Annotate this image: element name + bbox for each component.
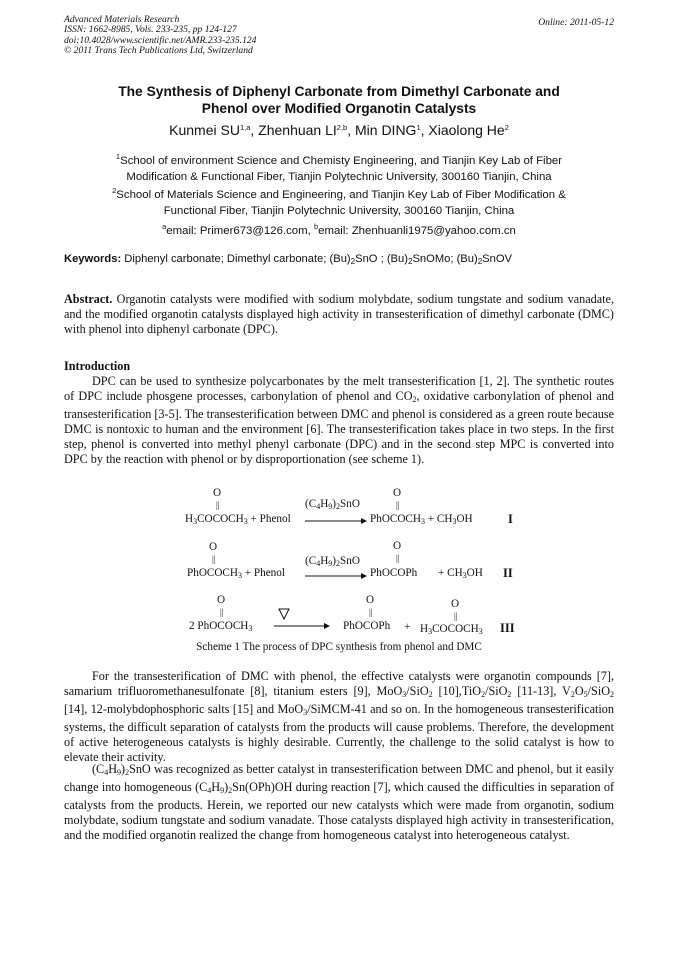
- double-bond: ||: [454, 611, 458, 621]
- carbonyl-o: O: [213, 487, 222, 499]
- reaction-arrow: [305, 571, 367, 581]
- formula-text: (C: [305, 555, 317, 567]
- abstract-text: Organotin catalysts were modified with sodium molybdate, sodium tungstate and sodium vanadate, and the modified organotin catalysts displayed high activity in transesterification of dimethyl carbonate (DMC) with phenol into diphenyl carbonate (DPC).: [64, 292, 614, 337]
- reaction-label-1: I: [508, 512, 513, 526]
- affiliation-2: [64, 183, 614, 219]
- subscript: 2: [336, 559, 341, 568]
- copyright-line: © 2011 Trans Tech Publications Ltd, Switzerland: [64, 45, 253, 57]
- carbonyl-o: O: [393, 487, 402, 499]
- subscript: 4: [104, 768, 109, 777]
- subscript: 3: [248, 624, 253, 633]
- subscript: 4: [316, 502, 321, 511]
- paragraph-text: , oxidative carbonylation of phenol and transesterification [3-5]. The transesterification between DMC and phenol is considered as a green route because DMC is nontoxic to human and the environment [6]. The transesterification takes place in two steps. In the first step, phenol is converted into methyl phenyl carbonate (DPC) and in the second step MPC is converted into DPC by the reaction with phenol or by disproportionation (see scheme 1).: [64, 389, 615, 467]
- author-list: [64, 122, 614, 138]
- double-bond: ||: [396, 553, 400, 563]
- subscript: 2: [481, 690, 486, 700]
- paragraph-organotin: [64, 762, 614, 843]
- paragraph-text: [14], 12-molybdophosphoric salts [15] and MoO: [64, 702, 304, 717]
- subscript: 9: [328, 559, 333, 568]
- double-bond: ||: [396, 500, 400, 510]
- paragraph-text: /SiO: [406, 684, 429, 699]
- affiliation-text: School of Materials Science and Engineering, and Tianjin Key Lab of Fiber Modification &: [116, 189, 566, 201]
- title-line-2: Phenol over Modified Organotin Catalysts: [201, 101, 477, 117]
- reaction-3-products: [343, 620, 390, 632]
- subscript: 9: [117, 768, 121, 777]
- keywords-label: Keywords:: [64, 253, 122, 265]
- author-name: Kunmei SU: [169, 122, 240, 138]
- formula-text: ): [332, 498, 337, 510]
- subscript: 2: [507, 690, 512, 700]
- keywords: [64, 253, 512, 266]
- doi-line: doi:10.4028/www.scientific.net/AMR.233-235.124: [64, 34, 257, 46]
- subscript: 9: [220, 786, 225, 796]
- keywords-text: SnO ; (Bu): [355, 253, 408, 265]
- affiliation-text: Modification & Functional Fiber, Tianjin Polytechnic University, 300160 Tianjin, China: [126, 171, 552, 183]
- subscript: 2: [407, 257, 413, 266]
- paragraph-text: DPC can be used to synthesize polycarbonates by the melt transesterification [1, 2]. The synthetic routes of DPC include phosgene processes, carbonylation of phenol and CO: [64, 374, 614, 404]
- subscript: 3: [303, 708, 308, 718]
- abstract: [64, 292, 614, 337]
- formula-text: PhOCOPh: [343, 620, 391, 632]
- author-sup: 2: [504, 123, 509, 132]
- formula-text: PhOCOCH: [370, 513, 421, 525]
- formula-text: OH: [466, 567, 483, 579]
- subscript: 3: [243, 517, 248, 526]
- formula-text: SnO: [340, 498, 360, 510]
- reaction-2-reactants: [187, 567, 285, 580]
- formula-text: PhOCOPh: [370, 567, 418, 579]
- carbonyl-o: O: [451, 598, 460, 610]
- reaction-2-products: [370, 567, 417, 579]
- subscript: 3: [193, 517, 198, 526]
- email-b: email: Zhenhuanli1975@yahoo.com.cn: [318, 225, 516, 237]
- journal-header: [64, 15, 256, 57]
- paragraph-text: H: [108, 762, 117, 776]
- reaction-2-byproduct: [438, 567, 483, 580]
- carbonyl-o: O: [217, 594, 226, 606]
- affiliation-text: School of environment Science and Chemisty Engineering, and Tianjin Key Lab of Fiber: [120, 155, 563, 167]
- formula-text: H: [185, 513, 194, 525]
- reaction-3-reactants: [189, 620, 252, 633]
- reaction-3-byproduct: [420, 623, 483, 636]
- carbonyl-o: O: [209, 541, 218, 553]
- subscript: 2: [412, 395, 417, 405]
- paper-title: [64, 83, 614, 118]
- affiliation-number: 2: [112, 186, 117, 195]
- author-sep: ,: [347, 122, 355, 138]
- affiliation-number: 1: [115, 152, 121, 161]
- formula-text: H: [320, 555, 329, 567]
- email-a: email: Primer673@126.com,: [166, 225, 314, 237]
- subscript: 3: [478, 627, 483, 636]
- heat-triangle-icon: [279, 609, 289, 619]
- keywords-text: SnOMo; (Bu): [412, 253, 478, 265]
- title-line-1: The Synthesis of Diphenyl Carbonate from Dimethyl Carbonate and: [118, 84, 560, 99]
- reaction-label-3: III: [500, 621, 515, 635]
- abstract-label: Abstract.: [64, 292, 113, 306]
- plus-sign: +: [404, 621, 411, 633]
- carbonyl-o: O: [366, 594, 375, 606]
- paragraph-text: /SiO: [485, 684, 508, 699]
- author-sup: 1,a: [239, 123, 251, 132]
- online-date: Online: 2011-05-12: [538, 17, 614, 28]
- formula-text: ): [332, 555, 337, 567]
- subscript: 4: [207, 786, 212, 796]
- subscript: 3: [462, 571, 467, 580]
- issn-line: ISSN: 1662-8985, Vols. 233-235, pp 124-127: [64, 24, 237, 36]
- paragraph-text: [11-13], V: [511, 684, 571, 699]
- formula-text: H: [320, 498, 329, 510]
- carbonyl-o: O: [393, 540, 402, 552]
- subscript: 3: [452, 517, 457, 526]
- email-sup: a: [162, 222, 167, 231]
- formula-text: 2 PhOCOCH: [189, 620, 249, 632]
- formula-text: SnO: [340, 555, 360, 567]
- subscript: 2: [350, 257, 356, 266]
- author-sup: 2,b: [336, 123, 348, 132]
- formula-text: + Phenol: [247, 513, 291, 525]
- catalyst-label: [305, 498, 360, 511]
- formula-text: + Phenol: [241, 567, 285, 579]
- author-name: Zhenhuan LI: [258, 122, 337, 138]
- subscript: 3: [237, 571, 242, 580]
- paragraph-text: H: [211, 780, 221, 795]
- journal-name: Advanced Materials Research: [64, 14, 180, 25]
- paragraph-text: /SiMCM-41 and so on. In the homogeneous transesterification systems, the difficult separation of catalysts from the products will cause problems. Therefore, the development of active heterogeneous catalysts is highly desirable. Currently, the challenge to the solid catalyst is how to elevate their activity.: [64, 702, 614, 765]
- subscript: 2: [125, 768, 130, 777]
- formula-text: COCOCH: [197, 513, 244, 525]
- double-bond: ||: [369, 607, 373, 617]
- paragraph-text: ): [224, 780, 229, 795]
- subscript: 2: [570, 690, 575, 700]
- affiliation-text: Functional Fiber, Tianjin Polytechnic University, 300160 Tianjin, China: [163, 205, 515, 217]
- subscript: 2: [228, 786, 233, 796]
- subscript: 2: [428, 690, 433, 700]
- paragraph-text: [10],TiO: [432, 684, 482, 699]
- subscript: 3: [428, 627, 433, 636]
- reaction-1-reactants: [185, 513, 291, 526]
- author-sep: ,: [250, 122, 259, 138]
- paragraph-catalysts: [64, 669, 614, 766]
- paragraph-text: ): [121, 762, 126, 776]
- affiliation-1: [64, 149, 614, 185]
- subscript: 2: [610, 690, 615, 700]
- subscript: 5: [583, 690, 588, 700]
- subscript: 2: [477, 257, 483, 266]
- email-sup: b: [313, 222, 319, 231]
- formula-text: PhOCOCH: [187, 567, 238, 579]
- reaction-label-2: II: [503, 566, 513, 580]
- double-bond: ||: [212, 554, 216, 564]
- subscript: 3: [420, 517, 425, 526]
- formula-text: COCOCH: [432, 623, 479, 635]
- subscript: 9: [328, 502, 333, 511]
- intro-paragraph: [64, 374, 614, 468]
- author-name: Min DING: [355, 122, 417, 138]
- heat-arrow: [274, 608, 330, 632]
- formula-text: OH: [456, 513, 473, 525]
- subscript: 3: [402, 690, 407, 700]
- scheme-caption: Scheme 1 The process of DPC synthesis from phenol and DMC: [196, 641, 482, 653]
- catalyst-label: [305, 555, 360, 568]
- formula-text: (C: [305, 498, 317, 510]
- paragraph-text: For the transesterification of DMC with phenol, the effective catalysts were organotin compounds [7], samarium trifluoromethanesulfonate [8], titanium esters [9], MoO: [64, 669, 614, 699]
- formula-text: + CH: [438, 567, 463, 579]
- subscript: 4: [316, 559, 321, 568]
- paragraph-text: (C: [92, 762, 105, 776]
- intro-heading: Introduction: [64, 359, 131, 373]
- double-bond: ||: [216, 500, 220, 510]
- paragraph-text: O: [574, 684, 584, 699]
- author-sup: 1: [416, 123, 421, 132]
- reaction-1-products: [370, 513, 473, 526]
- formula-text: H: [420, 623, 429, 635]
- author-sep: ,: [420, 122, 429, 138]
- subscript: 2: [336, 502, 341, 511]
- double-bond: ||: [220, 607, 224, 617]
- reaction-arrow: [305, 516, 367, 526]
- author-name: Xiaolong He: [428, 122, 505, 138]
- paragraph-text: Sn(OPh)OH during reaction [7], which caused the difficulties in separation of catalysts from the products. Herein, we reported our new catalysts which were made from organotin, sodium molybdate, sodium tungstate and sodium vanadate. Those catalysts displayed high activity in transesterification, and the modified organotin realized the change from homogeneous catalyst into heterogeneous catalyst.: [64, 780, 614, 843]
- email-line: [64, 219, 614, 239]
- paragraph-text: /SiO: [587, 684, 611, 699]
- keywords-text: Diphenyl carbonate; Dimethyl carbonate; (Bu): [121, 253, 351, 265]
- keywords-text: SnOV: [482, 253, 513, 265]
- paragraph-text: SnO was recognized as better catalyst in transesterification between DMC and phenol, but it easily change into homogeneous (C: [64, 762, 614, 795]
- formula-text: + CH: [424, 513, 453, 525]
